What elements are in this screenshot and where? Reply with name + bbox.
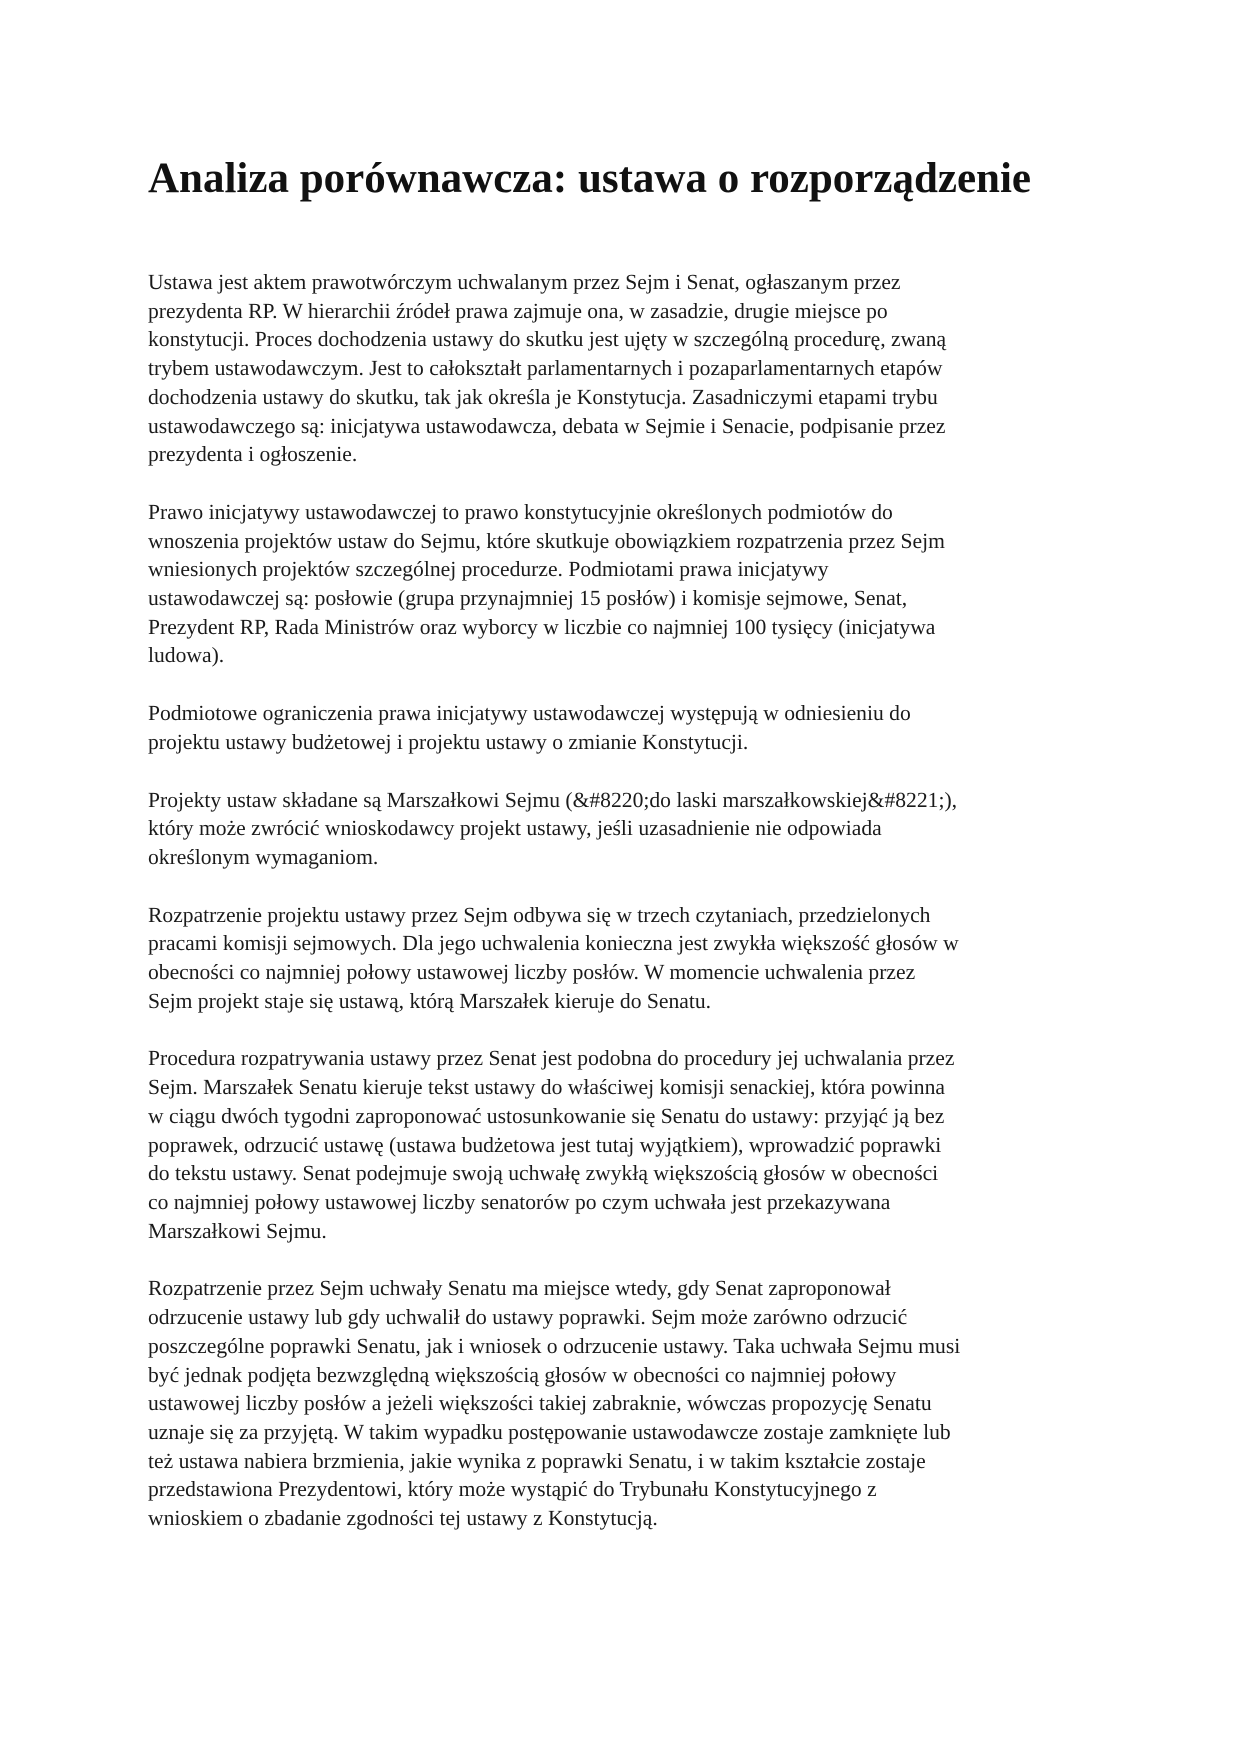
document-page [148, 150, 1098, 1562]
paragraph-6: Procedura rozpatrywania ustawy przez Senat jest podobna do procedury jej uchwalania przez Sejm. Marszałek Senatu kieruje tekst ustawy do właściwej komisji senackiej, która powinna w ciągu dwóch tygodni zaproponować ustosunkowanie się Senatu do ustawy: przyjąć ją bez poprawek, odrzucić ustawę (ustawa budżetowa jest tutaj wyjątkiem), wprowadzić poprawki do tekstu ustawy. Senat podejmuje swoją uchwałę zwykłą większością głosów w obecności co najmniej połowy ustawowej liczby senatorów po czym uchwała jest przekazywana Marszałkowi Sejmu. [148, 1046, 955, 1243]
paragraph-1: Ustawa jest aktem prawotwórczym uchwalanym przez Sejm i Senat, ogłaszanym przez prezydenta RP. W hierarchii źródeł prawa zajmuje ona, w zasadzie, drugie miejsce po konstytucji. Proces dochodzenia ustawy do skutku jest ujęty w szczególną procedurę, zwaną trybem ustawodawczym. Jest to całokształt parlamentarnych i pozaparlamentarnych etapów dochodzenia ustawy do skutku, tak jak określa je Konstytucja. Zasadniczymi etapami trybu ustawodawczego są: inicjatywa ustawodawcza, debata w Sejmie i Senacie, podpisanie przez prezydenta i ogłoszenie. [148, 270, 947, 467]
document-body [148, 268, 1098, 1533]
paragraph-2: Prawo inicjatywy ustawodawczej to prawo konstytucyjnie określonych podmiotów do wnoszenia projektów ustaw do Sejmu, które skutkuje obowiązkiem rozpatrzenia przez Sejm wniesionych projektów szczególnej procedurze. Podmiotami prawa inicjatywy ustawodawczej są: posłowie (grupa przynajmniej 15 posłów) i komisje sejmowe, Senat, Prezydent RP, Rada Ministrów oraz wyborcy w liczbie co najmniej 100 tysięcy (inicjatywa ludowa). [148, 499, 945, 668]
paragraph-7: Rozpatrzenie przez Sejm uchwały Senatu ma miejsce wtedy, gdy Senat zaproponował odrzucenie ustawy lub gdy uchwalił do ustawy poprawki. Sejm może zarówno odrzucić poszczególne poprawki Senatu, jak i wniosek o odrzucenie ustawy. Taka uchwała Sejmu musi być jednak podjęta bezwzględną większością głosów w obecności co najmniej połowy ustawowej liczby posłów a jeżeli większości takiej zabraknie, wówczas propozycję Senatu uznaje się za przyjętą. W takim wypadku postępowanie ustawodawcze zostaje zamknięte lub też ustawa nabiera brzmienia, jakie wynika z poprawki Senatu, i w takim kształcie zostaje przedstawiona Prezydentowi, który może wystąpić do Trybunału Konstytucyjnego z wnioskiem o zbadanie zgodności tej ustawy z Konstytucją. [148, 1276, 961, 1531]
paragraph-5: Rozpatrzenie projektu ustawy przez Sejm odbywa się w trzech czytaniach, przedzielonych pracami komisji sejmowych. Dla jego uchwalenia konieczna jest zwykła większość głosów w obecności co najmniej połowy ustawowej liczby posłów. W momencie uchwalenia przez Sejm projekt staje się ustawą, którą Marszałek kieruje do Senatu. [148, 902, 959, 1013]
paragraph-3: Podmiotowe ograniczenia prawa inicjatywy ustawodawczej występują w odniesieniu do projektu ustawy budżetowej i projektu ustawy o zmianie Konstytucji. [148, 701, 911, 754]
paragraph-4: Projekty ustaw składane są Marszałkowi Sejmu (&#8220;do laski marszałkowskiej&#8221;), który może zwrócić wnioskodawcy projekt ustawy, jeśli uzasadnienie nie odpowiada określonym wymaganiom. [148, 787, 958, 869]
document-title: Analiza porównawcza: ustawa o rozporządzenie [148, 155, 1031, 202]
